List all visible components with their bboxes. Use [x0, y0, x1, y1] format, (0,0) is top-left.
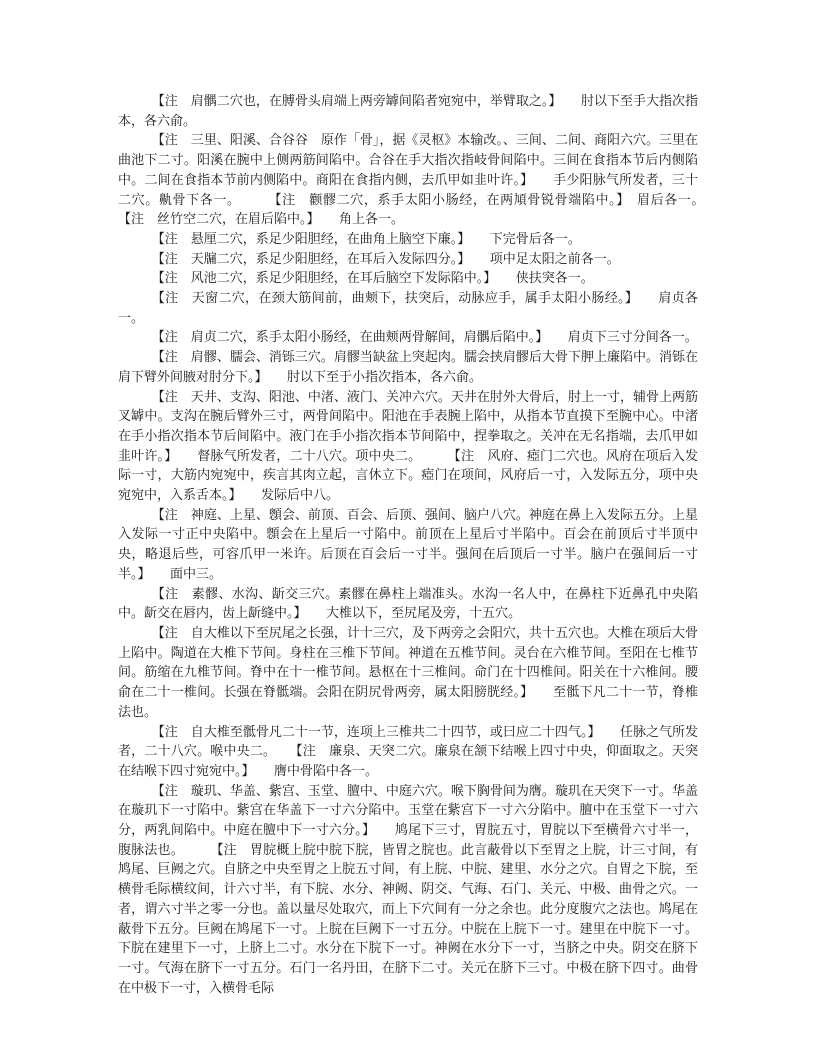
paragraph: 【注 肩贞二穴，系手太阳小肠经，在曲颊两骨解间，肩髃后陷中。】 肩贞下三寸分间各一。 — [151, 330, 698, 346]
document-page — [118, 92, 738, 998]
paragraph: 【注 天牖二穴，系足少阳胆经，在耳后入发际四分。】 项中足太阳之前各一。 — [151, 251, 620, 267]
paragraph: 【注 自大椎至骶骨凡二十一节，连项上三椎共二十四节，或曰应二十四气。】 任脉之气所发者，二十八穴。喉中央二。 【注 廉泉、天突二穴。廉泉在颔下结喉上四寸中央，仰面取之。天突在结喉下四寸宛宛中。】 膺中骨陷中各一。 — [118, 724, 698, 779]
paragraph: 【注 自大椎以下至尻尾之长强，计十三穴，及下两旁之会阳穴，共十五穴也。大椎在项后大骨上陷中。陶道在大椎下节间。身柱在三椎下节间。神道在五椎节间。灵台在六椎节间。至阳在七椎节间。筋缩在九椎节间。脊中在十一椎节间。悬枢在十三椎间。命门在十四椎间。阳关在十六椎间。腰俞在二十一椎间。长强在脊骶端。会阳在阴尻骨两旁，属太阳膀胱经。】 至骶下凡二十一节，脊椎法也。 — [118, 625, 698, 720]
paragraph: 【注 素髎、水沟、龂交三穴。素髎在鼻柱上端准头。水沟一名人中，在鼻柱下近鼻孔中央陷中。龂交在唇内，齿上龂缝中。】 大椎以下，至尻尾及旁，十五穴。 — [118, 586, 698, 622]
paragraph: 【注 肩髃二穴也，在膊骨头肩端上两旁罅间陷者宛宛中，举臂取之。】 肘以下至手大指次指本，各六俞。 — [118, 94, 698, 129]
paragraph: 【注 风池二穴，系足少阳胆经，在耳后脑空下发际陷中。】 侠扶突各一。 — [151, 271, 594, 287]
paragraph: 【注 三里、阳溪、合谷谷 原作「骨」，据《灵枢》本输改。、三间、二间、商阳六穴。三里在曲池下二寸。阳溪在腕中上侧两筋间陷中。合谷在手大指次指岐骨间陷中。三间在食指本节后内侧陷中。二间在食指本节前内侧陷中。商阳在食指内侧，去爪甲如韭叶许。】 手少阳脉气所发者，三十二穴。鼽骨下各一。 【注 颧髎二穴，系手太阳小肠经，在两頄骨锐骨端陷中。】 眉后各一。 【注 丝竹空二穴，在眉后陷中。】 角上各一。 — [118, 133, 738, 228]
paragraph: 【注 悬厘二穴，系足少阳胆经，在曲角上脑空下廉。】 下完骨后各一。 — [151, 231, 581, 247]
paragraph: 【注 天井、支沟、阳池、中渚、液门、关冲六穴。天井在肘外大骨后，肘上一寸，辅骨上两筋叉罅中。支沟在腕后臂外三寸，两骨间陷中。阳池在手表腕上陷中，从指本节直摸下至腕中心。中渚在手小指次指本节后间陷中。液门在手小指次指本节间陷中，捏拳取之。关冲在无名指端，去爪甲如韭叶许。】 督脉气所发者，二十八穴。项中央二。 【注 风府、瘂门二穴也。风府在项后入发际一寸，大筋内宛宛中，疾言其肉立起，言休立下。瘂门在项间，风府后一寸，入发际五分，项中央宛宛中，入系舌本。】 发际后中八。 — [118, 389, 698, 504]
paragraph: 【注 肩髎、臑会、消铄三穴。肩髎当缺盆上突起肉。臑会挟肩髎后大骨下胛上廉陷中。消铄在肩下臂外间腋对肘分下。】 肘以下至于小指次指本，各六俞。 — [118, 350, 698, 385]
paragraph: 【注 天窗二穴，在颈大筋间前，曲颊下，扶突后，动脉应手，属手太阳小肠经。】 肩贞各一。 — [118, 291, 698, 326]
paragraph: 【注 神庭、上星、顖会、前顶、百会、后顶、强间、脑户八穴。神庭在鼻上入发际五分。上星入发际一寸正中央陷中。顖会在上星后一寸陷中。前顶在上星后寸半陷中。百会在前顶后寸半顶中央，略退后些，可容爪甲一米许。后顶在百会后一寸半。强间在后顶后一寸半。脑户在强间后一寸半。】 面中三。 — [118, 507, 698, 582]
paragraph: 【注 璇玑、华盖、紫宫、玉堂、膻中、中庭六穴。喉下胸骨间为膺。璇玑在天突下一寸。华盖在璇玑下一寸陷中。紫宫在华盖下一寸六分陷中。玉堂在紫宫下一寸六分陷中。膻中在玉堂下一寸六分，两乳间陷中。中庭在膻中下一寸六分。】 鸠尾下三寸，胃脘五寸，胃脘以下至横骨六寸半一，腹脉法也。 【注 胃脘概上脘中脘下脘，皆胃之脘也。此言蔽骨以下至胃之上脘，计三寸间，有鸠尾、巨阙之穴。自脐之中央至胃之上脘五寸间，有上脘、中脘、建里、水分之穴。自胃之下脘，至横骨毛际横纹间，计六寸半，有下脘、水分、神阙、阴交、气海、石门、关元、中极、曲骨之穴。一者，谓六寸半之零一分也。盖以量尽处取穴，而上下穴间有一分之余也。此分度腹穴之法也。鸠尾在蔽骨下五分。巨阙在鸠尾下一寸。上脘在巨阙下一寸五分。中脘在上脘下一寸。建里在中脘下一寸。下脘在建里下一寸，上脐上二寸。水分在下脘下一寸。神阙在水分下一寸，当脐之中央。阴交在脐下一寸。气海在脐下一寸五分。石门一名丹田，在脐下二寸。关元在脐下三寸。中极在脐下四寸。曲骨在中极下一寸，入横骨毛际 — [118, 783, 698, 996]
